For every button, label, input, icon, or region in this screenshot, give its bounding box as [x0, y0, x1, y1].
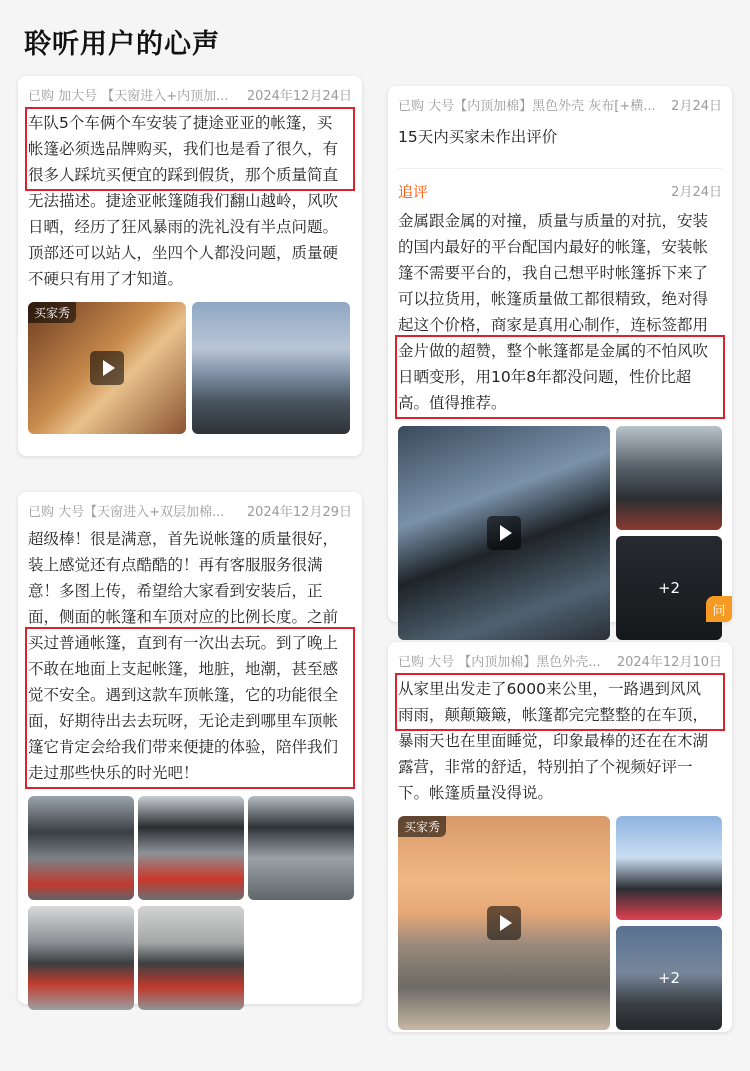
followup-label: 追评	[398, 183, 429, 201]
review-date: 2024年12月24日	[246, 88, 352, 104]
buyer-show-tag: 买家秀	[398, 816, 446, 837]
text-line: 金属跟金属的对撞，质量与质量的对抗，安装	[398, 212, 709, 230]
review-card[interactable]	[388, 642, 732, 1032]
review-date: 2024年12月10日	[616, 654, 722, 670]
play-icon[interactable]	[487, 906, 521, 940]
page-title: 聆听用户的心声	[24, 29, 220, 60]
followup-date: 2月24日	[671, 185, 722, 200]
text-line: 面，好期待出去去玩呀，无论走到哪里车顶帐	[28, 712, 339, 730]
text-line: 走过那些快乐的时光吧！	[28, 764, 199, 782]
text-line: 篷不需要平台的，我自己想平时帐篷拆下来了	[398, 264, 709, 282]
text-line: 面，侧面的帐篷和车顶对应的比例长度。之前	[28, 608, 339, 626]
text-line: 雨雨，颠颠簸簸，帐篷都完完整整的在车顶，	[398, 706, 709, 724]
text-line: 露营，非常的舒适，特别拍了个视频好评一	[398, 758, 693, 776]
review-photo[interactable]	[28, 796, 134, 900]
review-text	[398, 676, 722, 806]
text-line: 觉不安全。遇到这款车顶帐篷，它的功能很全	[28, 686, 339, 704]
review-text	[28, 526, 352, 786]
text-line: 的国内最好的平台配国内最好的帐篷，安装帐	[398, 238, 709, 256]
review-photo[interactable]	[138, 906, 244, 1010]
ask-badge[interactable]: 问	[706, 596, 732, 622]
purchase-spec: 已购 大号 【内顶加棉】黑色外壳...	[398, 654, 601, 670]
text-line: 篷它肯定会给我们带来便捷的体验，陪伴我们	[28, 738, 339, 756]
play-icon[interactable]	[90, 351, 124, 385]
highlight-box	[28, 110, 352, 188]
review-photo[interactable]	[28, 906, 134, 1010]
review-meta	[398, 94, 722, 114]
review-video-thumbnail[interactable]	[28, 302, 186, 434]
review-meta	[28, 84, 352, 104]
review-photo-more[interactable]	[616, 536, 722, 640]
purchase-spec: 已购 大号【天窗进入+双层加棉...	[28, 504, 225, 520]
text-line: 起这个价格，商家是真用心制作，连标签都用	[398, 316, 709, 334]
text-line: 超级棒！很是满意，首先说帐篷的质量很好，	[28, 530, 339, 548]
text-line: 装上感觉还有点酷酷的！再有客服服务很满	[28, 556, 323, 574]
text-line: 日晒变形，用10年8年都没问题，性价比超	[398, 368, 692, 386]
review-card[interactable]	[18, 76, 362, 456]
review-meta	[398, 650, 722, 670]
more-photos-count: +2	[616, 536, 722, 640]
review-date: 2月24日	[671, 98, 722, 114]
buyer-show-tag: 买家秀	[28, 302, 76, 323]
text-line: 帐篷必须选品牌购买，我们也是看了很久，有	[28, 140, 339, 158]
play-icon[interactable]	[487, 516, 521, 550]
followup-text	[398, 208, 722, 416]
text-line: 不敢在地面上支起帐篷，地脏，地潮，甚至感	[28, 660, 339, 678]
review-card[interactable]	[18, 492, 362, 1004]
text-line: 下。帐篷质量没得说。	[398, 784, 554, 802]
text-line: 可以拉货用，帐篷质量做工都很精致，绝对得	[398, 290, 709, 308]
review-card[interactable]	[388, 86, 732, 622]
text-line: 日晒，经历了狂风暴雨的洗礼没有半点问题。	[28, 218, 339, 236]
review-photo[interactable]	[138, 796, 244, 900]
initial-review-text: 15天内买家未作出评价	[398, 128, 558, 146]
text-line: 暴雨天也在里面睡觉，印象最棒的还在在木湖	[398, 732, 709, 750]
review-meta	[28, 500, 352, 520]
review-date: 2024年12月29日	[246, 504, 352, 520]
review-photo[interactable]	[192, 302, 350, 434]
review-photo-more[interactable]	[616, 926, 722, 1030]
highlight-box	[28, 630, 352, 786]
review-video-thumbnail[interactable]	[398, 816, 610, 1030]
more-photos-count: +2	[616, 926, 722, 1030]
text-line: 不硬只有用了才知道。	[28, 270, 184, 288]
review-video-thumbnail[interactable]	[398, 426, 610, 640]
review-text	[28, 110, 352, 292]
text-line: 车队5个车俩个车安装了捷途亚亚的帐篷，买	[28, 114, 333, 132]
highlight-box	[398, 676, 722, 728]
review-photo[interactable]	[616, 426, 722, 530]
purchase-spec: 已购 加大号 【天窗进入+内顶加...	[28, 88, 229, 104]
text-line: 金片做的超赞，整个帐篷都是金属的不怕风吹	[398, 342, 709, 360]
purchase-spec: 已购 大号【内顶加棉】黑色外壳 灰布[+横...	[398, 98, 656, 114]
highlight-box	[398, 338, 722, 416]
text-line: 高。值得推荐。	[398, 394, 507, 412]
followup-header	[398, 168, 722, 202]
review-photo[interactable]	[248, 796, 354, 900]
text-line: 买过普通帐篷，直到有一次出去玩。到了晚上	[28, 634, 339, 652]
text-line: 顶部还可以站人，坐四个人都没问题，质量硬	[28, 244, 339, 262]
review-photo[interactable]	[616, 816, 722, 920]
text-line: 意！多图上传，希望给大家看到安装后，正	[28, 582, 323, 600]
text-line: 很多人踩坑买便宜的踩到假货，那个质量简直	[28, 166, 339, 184]
text-line: 从家里出发走了6000来公里，一路遇到风风	[398, 680, 701, 698]
text-line: 无法描述。捷途亚帐篷随我们翻山越岭，风吹	[28, 192, 339, 210]
